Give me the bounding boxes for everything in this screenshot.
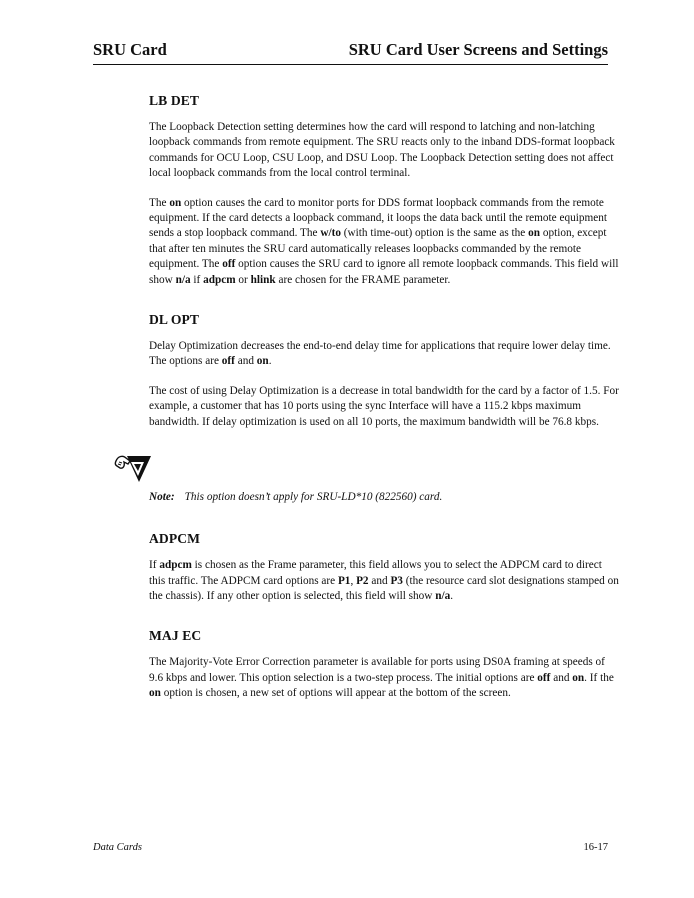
note-label: Note: (149, 491, 175, 504)
footer-left: Data Cards (93, 842, 142, 853)
header-rule (93, 64, 608, 65)
section-title-dl-opt: DL OPT (149, 312, 200, 328)
adpcm-paragraph-1: If adpcm is chosen as the Frame parameter, this field allows you to select the ADPCM card to direct this traffic. The ADPCM card options are P1, P2 and P3 (the resource card slot designations stamped on the chassis). If any other option is selected, this field will show n/a. (149, 559, 619, 602)
note-text: This option doesn’t apply for SRU-LD*10 (822560) card. (184, 491, 443, 504)
section-adpcm (149, 531, 619, 604)
note-icon-row (149, 448, 619, 490)
header-left-title: SRU Card (93, 40, 167, 59)
lb-det-paragraph-2: The on option causes the card to monitor ports for DDS format loopback commands from the remote equipment. If the card detects a loopback command, it loops the data back until the remote equipment sends a stop loopback command. The w/to (with time-out) option is the same as the on option, except that after ten minutes the SRU card automatically releases loopbacks commanded by the remote equipment. The off option causes the SRU card to ignore all remote loopback commands. This field will show n/a if adpcm or hlink are chosen for the FRAME parameter. (149, 196, 619, 286)
section-dl-opt (149, 312, 619, 430)
note-hand-icon (113, 452, 153, 486)
dl-opt-paragraph-1: Delay Optimization decreases the end-to-end delay time for applications that require lower delay time. The options are off and on. (149, 340, 611, 368)
maj-ec-paragraph-1: The Majority-Vote Error Correction parameter is available for ports using DS0A framing at speeds of 9.6 kbps and lower. This option selection is a two-step process. The initial options are off and on. If the on option is chosen, a new set of options will appear at the bottom of the screen. (149, 656, 614, 700)
section-title-maj-ec: MAJ EC (149, 628, 202, 644)
page-footer (93, 842, 608, 853)
section-title-adpcm: ADPCM (149, 531, 201, 547)
section-maj-ec (149, 628, 619, 701)
header-right-title: SRU Card User Screens and Settings (348, 40, 608, 59)
section-lb-det (149, 93, 619, 288)
page-number: 16-17 (583, 842, 608, 853)
page-content (149, 93, 619, 716)
lb-det-paragraph-1: The Loopback Detection setting determines how the card will respond to latching and non-latching loopback commands from remote equipment. The SRU reacts only to the inband DDS-format loopback commands for OCU Loop, CSU Loop, and DSU Loop. The Loopback Detection setting does not affect local loopback commands from the local control terminal. (149, 121, 615, 180)
note (149, 490, 619, 505)
section-title-lb-det: LB DET (149, 93, 200, 108)
page-header (93, 40, 608, 62)
dl-opt-paragraph-2: The cost of using Delay Optimization is a decrease in total bandwidth for the card by a factor of 1.5. For example, a customer that has 10 ports using the sync Interface will have a 115.2 kbps maximum bandwidth. If delay optimization is used on all 10 ports, the maximum bandwidth will be 76.8 kbps. (149, 384, 619, 428)
